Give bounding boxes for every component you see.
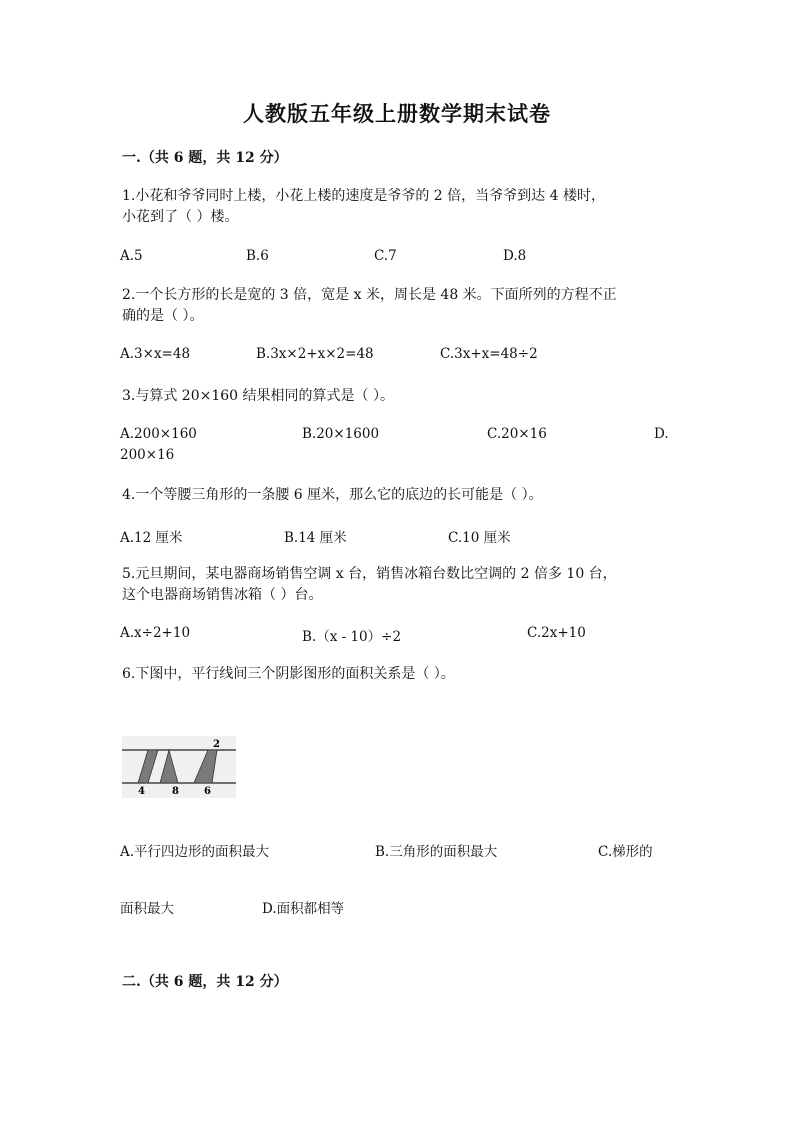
figure-label-bottom-2: 8 [172,786,179,797]
question-4-option-c[interactable]: C.10 厘米 [448,530,511,546]
question-5-stem-line2: 这个电器商场销售冰箱（ ）台。 [122,587,323,603]
question-1-option-c[interactable]: C.7 [374,248,397,264]
question-3-option-c[interactable]: C.20×16 [487,426,547,442]
section-heading-1: 一.（共 6 题，共 12 分） [122,150,288,166]
question-2-option-a[interactable]: A.3×x=48 [120,346,191,362]
question-1-option-a[interactable]: A.5 [120,248,143,264]
question-4-stem: 4.一个等腰三角形的一条腰 6 厘米，那么它的底边的长可能是（ ）。 [122,487,543,503]
page-title: 人教版五年级上册数学期末试卷 [243,101,551,126]
question-6-option-d[interactable]: D.面积都相等 [262,901,345,917]
question-3-stem: 3.与算式 20×160 结果相同的算式是（ ）。 [122,388,394,404]
question-6-option-c-continued: 面积最大 [120,901,174,917]
section-heading-2: 二.（共 6 题，共 12 分） [122,974,288,990]
question-3-option-d-value: 200×16 [120,447,175,463]
question-5-option-c[interactable]: C.2x+10 [527,625,586,641]
question-1-option-b[interactable]: B.6 [246,248,269,264]
parallel-lines-figure [122,736,236,798]
question-1-option-d[interactable]: D.8 [503,248,527,264]
question-4-option-b[interactable]: B.14 厘米 [284,530,347,546]
question-6-option-c[interactable]: C.梯形的 [598,844,653,860]
question-5-option-b[interactable]: B.（x - 10）÷2 [302,629,402,645]
question-3-option-d[interactable]: D. [654,426,669,442]
question-6-option-b[interactable]: B.三角形的面积最大 [375,844,498,860]
question-2-stem-line1: 2.一个长方形的长是宽的 3 倍，宽是 x 米，周长是 48 米。下面所列的方程不正 [122,287,617,303]
question-2-stem-line2: 确的是（ ）。 [122,308,204,324]
question-5-stem-line1: 5.元旦期间，某电器商场销售空调 x 台，销售冰箱台数比空调的 2 倍多 10 台， [122,566,617,582]
figure-label-bottom-3: 6 [204,786,211,797]
question-6-stem: 6.下图中，平行线间三个阴影图形的面积关系是（ ）。 [122,666,455,682]
question-3-option-a[interactable]: A.200×160 [120,426,197,442]
question-2-option-b[interactable]: B.3x×2+x×2=48 [256,346,374,362]
question-6-option-a[interactable]: A.平行四边形的面积最大 [120,844,270,860]
figure-label-top: 2 [213,739,220,750]
figure-label-bottom-1: 4 [138,786,145,797]
question-4-option-a[interactable]: A.12 厘米 [120,530,183,546]
question-3-option-b[interactable]: B.20×1600 [302,426,380,442]
question-5-option-a[interactable]: A.x÷2+10 [120,625,191,641]
question-1-stem-line1: 1.小花和爷爷同时上楼，小花上楼的速度是爷爷的 2 倍，当爷爷到达 4 楼时， [122,188,605,204]
question-2-option-c[interactable]: C.3x+x=48÷2 [440,346,538,362]
question-1-stem-line2: 小花到了（ ）楼。 [122,209,239,225]
